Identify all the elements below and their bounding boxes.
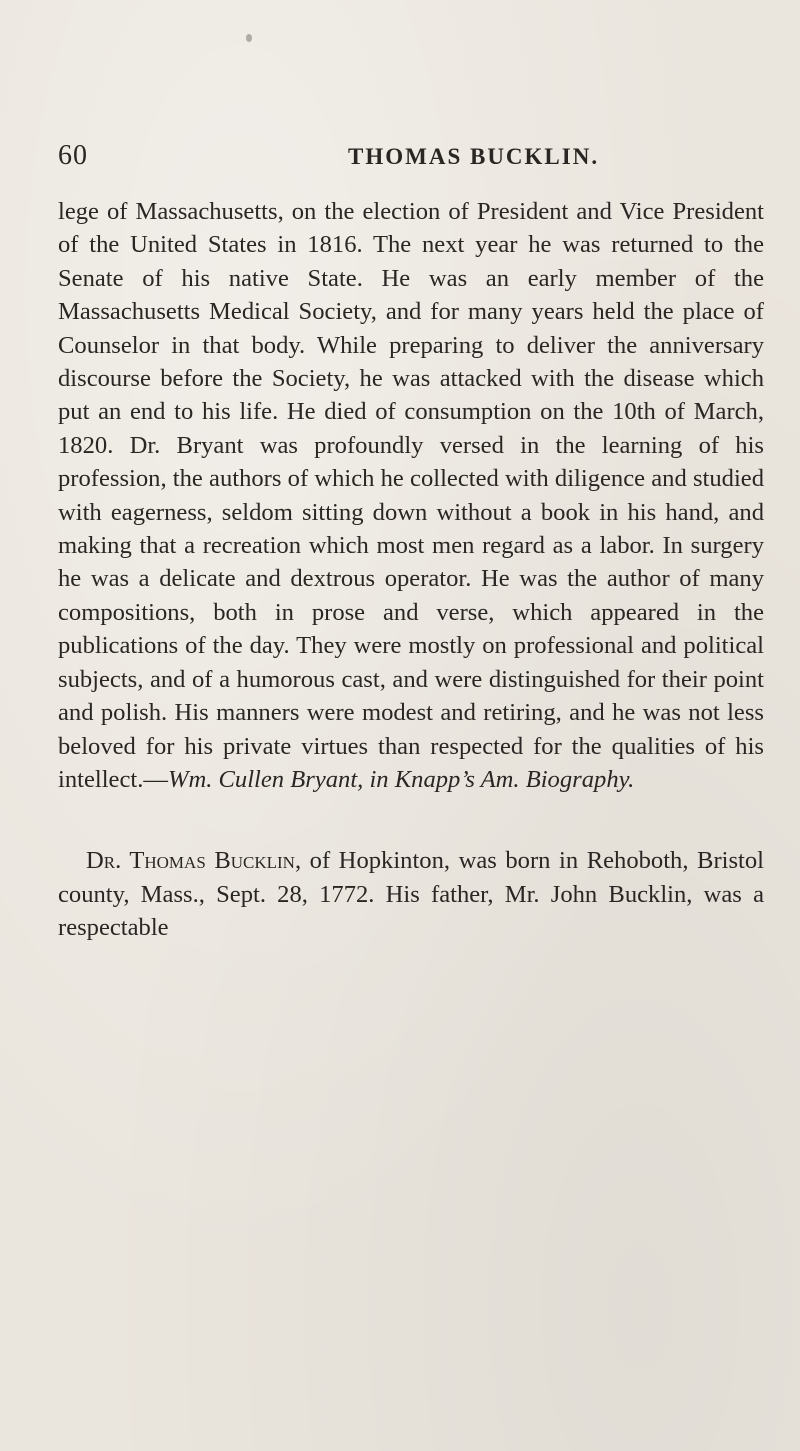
page-number: 60 — [58, 140, 88, 171]
paragraph-2-name: Dr. Thomas Bucklin — [86, 847, 295, 875]
paragraph-2 — [58, 844, 764, 944]
running-head — [58, 140, 758, 180]
body-text — [58, 195, 764, 945]
running-title: THOMAS BUCKLIN. — [348, 144, 600, 169]
paper-speck — [246, 34, 252, 42]
paragraph-1 — [58, 195, 764, 796]
paragraph-1-text: lege of Massachusetts, on the election of President and Vice President of the United States in 1816. The next year he was returned to the Senate of his native State. He was an early member of the Massachusetts Medical Society, and for many years held the place of Counselor in that body. While preparing to deliver the anniversary discourse before the Society, he was attacked with the disease which put an end to his life. He died of consumption on the 10th of March, 1820. Dr. Bryant was profoundly versed in the learning of his profession, the authors of which he collected with diligence and studied with eagerness, seldom sitting down without a book in his hand, and making that a recreation which most men regard as a labor. In surgery he was a delicate and dextrous operator. He was the author of many compositions, both in prose and verse, which appeared in the publications of the day. They were mostly on professional and political subjects, and of a humorous cast, and were distinguished for their point and polish. His manners were modest and retiring, and he was not less beloved for his private virtues than respected for the qualities of his intellect.— — [58, 198, 764, 793]
paragraph-1-citation: Wm. Cullen Bryant, in Knapp’s Am. Biography. — [167, 765, 635, 793]
paragraph-2-text: , of Hopkinton, was born in Rehoboth, Bristol county, Mass., Sept. 28, 1772. His father, Mr. John Bucklin, was a respectable — [58, 847, 764, 942]
